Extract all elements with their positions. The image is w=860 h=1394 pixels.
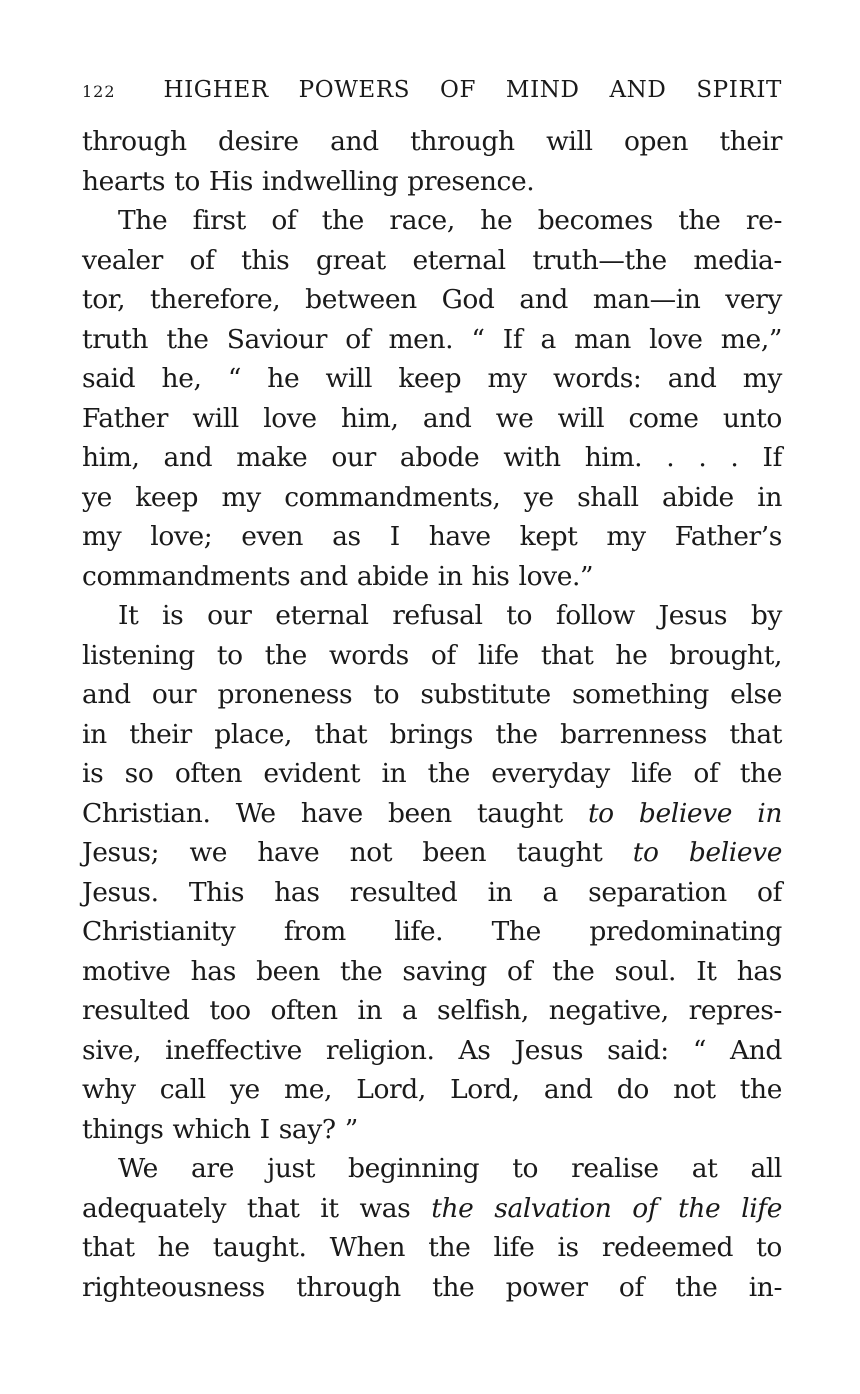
text-line: in their place, that brings the barrenness that [82, 718, 782, 750]
text-line [82, 833, 782, 873]
running-header [82, 72, 782, 112]
text-line: The first of the race, he becomes the re- [118, 205, 782, 236]
text-line: Christianity from life. The predominating [82, 916, 782, 947]
text-line: Father will love him, and we will come unto [82, 402, 782, 434]
text-line: Jesus. This has resulted in a separation of [82, 876, 782, 908]
page-number: 122 [82, 82, 116, 101]
text-line: him, and make our abode with him. . . . If [82, 442, 782, 473]
text-line: tor, therefore, between God and man—in very [82, 284, 782, 315]
text-line [82, 1189, 782, 1229]
text-line: commandments and abide in his love.” [82, 560, 594, 592]
text-line: vealer of this great eternal truth—the media- [82, 244, 782, 276]
text-line: is so often evident in the everyday life of the [82, 758, 782, 789]
text-line: hearts to His indwelling presence. [82, 165, 535, 197]
text-line: It is our eternal refusal to follow Jesus by [118, 600, 782, 631]
body-text [82, 122, 782, 1307]
running-title: HIGHER POWERS OF MIND AND SPIRIT [163, 77, 782, 103]
text-line: sive, ineffective religion. As Jesus said: “ And [82, 1034, 782, 1066]
text-line: that he taught. When the life is redeemed to [82, 1232, 782, 1263]
text-line: listening to the words of life that he brought, [82, 639, 782, 671]
text-line: through desire and through will open their [82, 126, 782, 157]
book-page [82, 72, 782, 1307]
paragraph [82, 122, 782, 201]
text-line: things which I say? ” [82, 1113, 358, 1145]
text-line: my love; even as I have kept my Father’s [82, 521, 782, 552]
text-line: ye keep my commandments, ye shall abide in [82, 481, 782, 513]
text-line: resulted too often in a selfish, negative, repres- [82, 995, 782, 1026]
text-line [82, 794, 782, 834]
text-line: truth the Saviour of men. “ If a man love me,” [82, 323, 782, 355]
paragraph [82, 596, 782, 1149]
text-line: and our proneness to substitute something else [82, 679, 782, 710]
italic-phrase: to believe in [587, 797, 782, 829]
text-line: righteousness through the power of the in- [82, 1271, 782, 1303]
italic-phrase: the salvation of the life [431, 1192, 782, 1224]
paragraph [82, 1149, 782, 1307]
text-line: motive has been the saving of the soul. It has [82, 955, 782, 987]
text-line: why call ye me, Lord, Lord, and do not the [82, 1074, 782, 1105]
text-line: We are just beginning to realise at all [118, 1153, 782, 1184]
text-line-plain: Jesus; we have not been taught [82, 837, 633, 868]
paragraph [82, 201, 782, 596]
text-line-plain: Christian. We have been taught [82, 797, 588, 829]
text-line: said he, “ he will keep my words: and my [82, 363, 782, 394]
text-line-plain: adequately that it was [82, 1192, 432, 1224]
italic-phrase: to believe [632, 837, 782, 868]
